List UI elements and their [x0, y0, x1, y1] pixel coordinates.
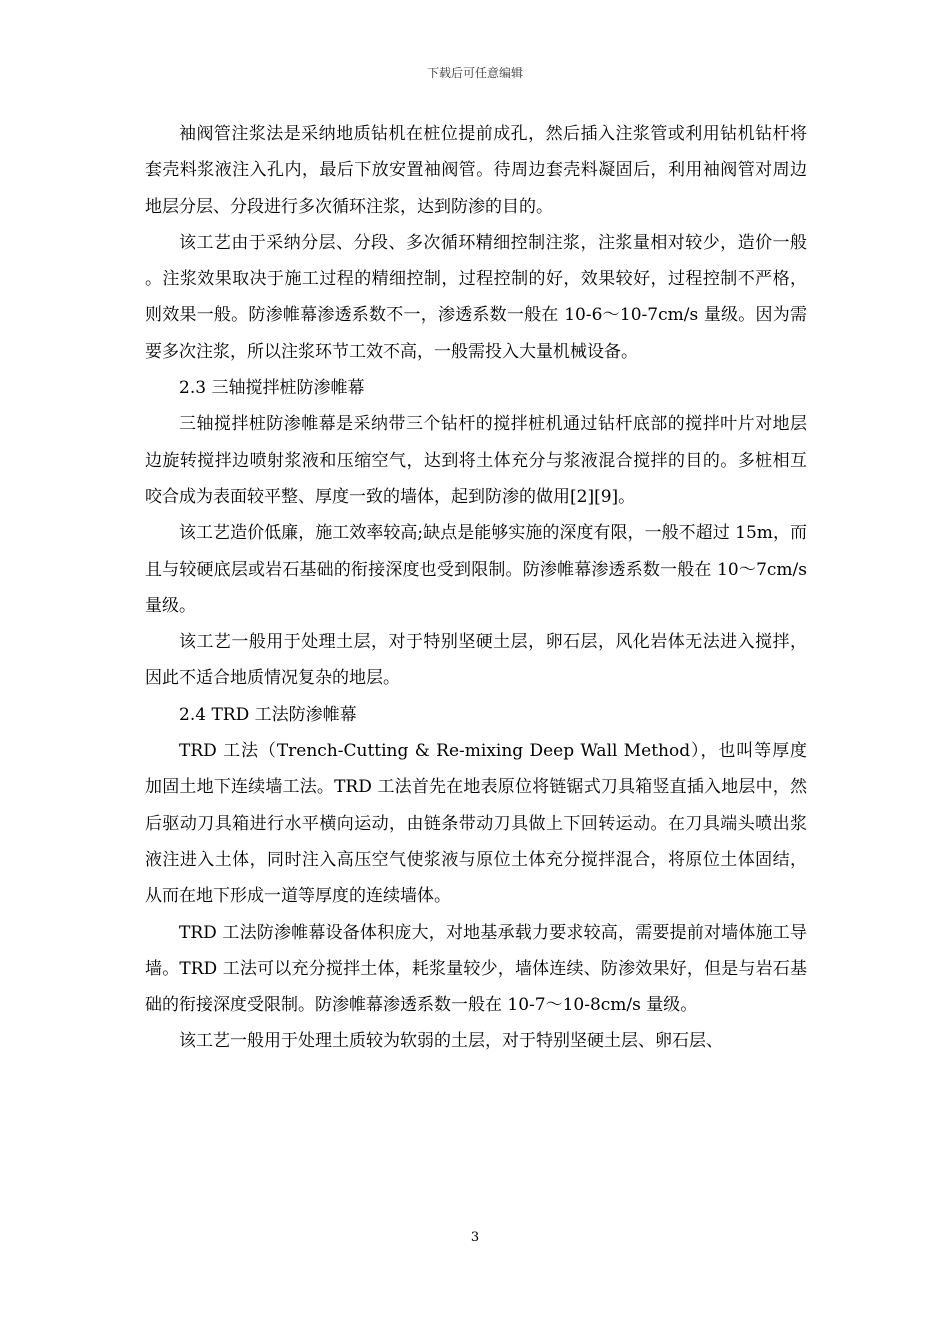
page-number: 3	[470, 1230, 480, 1245]
paragraph-trd-application: 该工艺一般用于处理土质较为软弱的土层，对于特别坚硬土层、卵石层、	[179, 1031, 723, 1052]
paragraph-sleeve-valve-method: 袖阀管注浆法是采纳地质钻机在桩位提前成孔，然后插入注浆管或利用钻机钻杆将套壳料浆液注入孔内，最后下放安置袖阀管。待周边套壳料凝固后，利用袖阀管对周边地层分层、分段进行多次循环注浆，达到防渗的目的。	[145, 124, 807, 217]
paragraph-triaxial-pile-evaluation: 该工艺造价低廉，施工效率较高;缺点是能够实施的深度有限，一般不超过 15m，而且与较硬底层或岩石基础的衔接深度也受到限制。防渗帷幕渗透系数一般在 10～7cm/s 量级。	[145, 523, 807, 616]
paragraph-trd-method: TRD 工法（Trench-Cutting & Re-mixing Deep Wall Method），也叫等厚度加固土地下连续墙工法。TRD 工法首先在地表原位将链锯式刀具箱竖直插入地层中，然后驱动刀具箱进行水平横向运动，由链条带动刀具做上下回转运动。在刀具端头喷出浆液注进入土体，同时注入高压空气使浆液与原位土体充分搅拌混合，将原位土体固结，从而在地下形成一道等厚度的连续墙体。	[145, 741, 807, 907]
page-header: 下载后可任意编辑	[426, 66, 523, 80]
section-heading-2-3: 2.3 三轴搅拌桩防渗帷幕	[179, 378, 365, 399]
paragraph-triaxial-pile-application: 该工艺一般用于处理土层，对于特别坚硬土层，卵石层，风化岩体无法进入搅拌，因此不适合地质情况复杂的地层。	[145, 632, 807, 689]
document-body	[145, 116, 807, 1060]
paragraph-sleeve-valve-evaluation: 该工艺由于采纳分层、分段、多次循环精细控制注浆，注浆量相对较少，造价一般。注浆效果取决于施工过程的精细控制，过程控制的好，效果较好，过程控制不严格，则效果一般。防渗帷幕渗透系数不一，渗透系数一般在 10-6～10-7cm/s 量级。因为需要多次注浆，所以注浆环节工效不高，一般需投入大量机械设备。	[145, 232, 807, 362]
paragraph-triaxial-pile-method: 三轴搅拌桩防渗帷幕是采纳带三个钻杆的搅拌桩机通过钻杆底部的搅拌叶片对地层边旋转搅拌边喷射浆液和压缩空气，达到将土体充分与浆液混合搅拌的目的。多桩相互咬合成为表面较平整、厚度一致的墙体，起到防渗的做用[2][9]。	[145, 414, 807, 507]
paragraph-trd-evaluation: TRD 工法防渗帷幕设备体积庞大，对地基承载力要求较高，需要提前对墙体施工导墙。TRD 工法可以充分搅拌土体，耗浆量较少，墙体连续、防渗效果好，但是与岩石基础的衔接深度受限制。防渗帷幕渗透系数一般在 10-7～10-8cm/s 量级。	[145, 922, 807, 1016]
section-heading-2-4: 2.4 TRD 工法防渗帷幕	[179, 704, 357, 725]
